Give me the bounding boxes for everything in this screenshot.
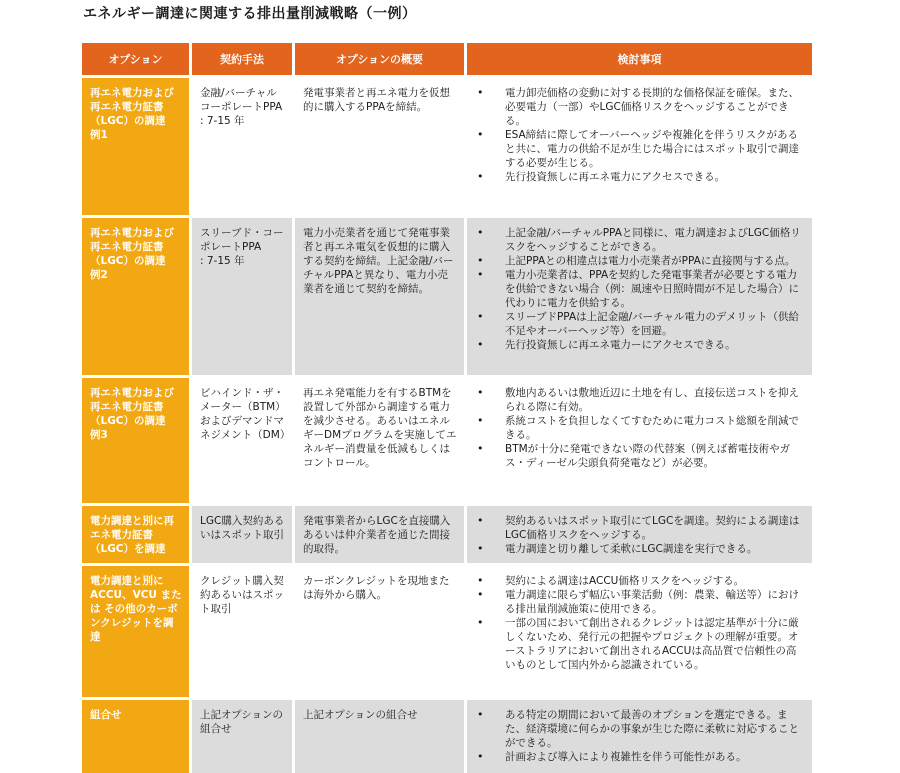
- option-cell: 電力調達と別にACCU、VCU または その他のカーボンクレジットを調達: [82, 563, 189, 697]
- list-item: • 契約あるいはスポット取引にてLGCを調達。契約による調達はLGC価格リスクをヘッジする。: [505, 514, 806, 542]
- considerations-cell: [464, 75, 812, 215]
- list-item: • 電力小売業者は、PPAを契約した発電事業者が必要とする電力を供給できない場合（例：風速や日照時間が不足した場合）に代わりに電力を供給する。: [505, 268, 806, 310]
- summary-cell: 再エネ発電能力を有するBTMを設置して外部から調達する電力を減少させる。あるいはエネルギーDMプログラムを実施してエネルギー消費量を低減もしくはコントロール。: [292, 375, 464, 503]
- considerations-cell: [464, 215, 812, 375]
- list-item: • 一部の国において創出されるクレジットは認定基準が十分に厳しくないため、発行元の把握やプロジェクトの理解が重要。オーストラリアにおいて創出されるACCUは高品質で信頼性の高いものとして国内外から認識されている。: [505, 616, 806, 672]
- considerations-cell: [464, 375, 812, 503]
- summary-cell: カーボンクレジットを現地または海外から購入。: [292, 563, 464, 697]
- table-row: [82, 215, 812, 375]
- list-item: • BTMが十分に発電できない際の代替案（例えば蓄電技術やガス・ディーゼル尖頭負荷発電など）が必要。: [505, 442, 806, 470]
- method-cell: ビハインド・ザ・メーター（BTM）およびデマンドマネジメント（DM）: [189, 375, 292, 503]
- summary-cell: 電力小売業者を通じて発電事業者と再エネ電気を仮想的に購入する契約を締結。上記金融/バーチャルPPAと異なり、電力小売業者を通じて契約を締結。: [292, 215, 464, 375]
- header-option: オプション: [82, 43, 189, 75]
- list-item: • 系統コストを負担しなくてすむために電力コスト総額を削減できる。: [505, 414, 806, 442]
- header-considerations: 検討事項: [464, 43, 812, 75]
- header-summary: オプションの概要: [292, 43, 464, 75]
- method-cell: スリーブド・コーポレートPPA : 7-15 年: [189, 215, 292, 375]
- method-cell: LGC購入契約あるいはスポット取引: [189, 503, 292, 563]
- option-cell: 再エネ電力および再エネ電力証書（LGC）の調達 例3: [82, 375, 189, 503]
- considerations-list: [475, 574, 806, 672]
- option-cell: 再エネ電力および再エネ電力証書（LGC）の調達 例2: [82, 215, 189, 375]
- list-item: • 上記PPAとの相違点は電力小売業者がPPAに直接関与する点。: [505, 254, 806, 268]
- list-item: • 電力卸売価格の変動に対する長期的な価格保証を確保。また、必要電力（一部）やLGC価格リスクをヘッジすることができる。: [505, 86, 806, 128]
- option-cell: 再エネ電力および再エネ電力証書（LGC）の調達 例1: [82, 75, 189, 215]
- table-row: [82, 503, 812, 563]
- table-row: [82, 75, 812, 215]
- table-row: [82, 375, 812, 503]
- summary-cell: 上記オプションの組合せ: [292, 697, 464, 773]
- header-method: 契約手法: [189, 43, 292, 75]
- considerations-list: [475, 386, 806, 470]
- list-item: • 敷地内あるいは敷地近辺に土地を有し、直接伝送コストを抑えられる際に有効。: [505, 386, 806, 414]
- method-cell: 金融/バーチャルコーポレートPPA : 7-15 年: [189, 75, 292, 215]
- considerations-cell: [464, 503, 812, 563]
- list-item: • 電力調達と切り離して柔軟にLGC調達を実行できる。: [505, 542, 806, 556]
- considerations-list: [475, 86, 806, 184]
- list-item: • 電力調達に限らず幅広い事業活動（例：農業、輸送等）における排出量削減施策に使用できる。: [505, 588, 806, 616]
- list-item: • 上記金融/バーチャルPPAと同様に、電力調達およびLGC価格リスクをヘッジすることができる。: [505, 226, 806, 254]
- list-item: • 計画および導入により複雑性を伴う可能性がある。: [505, 750, 806, 764]
- considerations-list: [475, 514, 806, 556]
- option-cell: 組合せ: [82, 697, 189, 773]
- list-item: • ある特定の期間において最善のオプションを選定できる。また、経済環境に何らかの事象が生じた際に柔軟に対応することができる。: [505, 708, 806, 750]
- method-cell: 上記オプションの組合せ: [189, 697, 292, 773]
- header-row: [82, 43, 812, 75]
- method-cell: クレジット購入契約あるいはスポット取引: [189, 563, 292, 697]
- page-title: エネルギー調達に関連する排出量削減戦略（一例）: [83, 6, 417, 22]
- list-item: • 先行投資無しに再エネ電力にアクセスできる。: [505, 170, 806, 184]
- list-item: • 先行投資無しに再エネ電力ーにアクセスできる。: [505, 338, 806, 352]
- list-item: • 契約による調達はACCU価格リスクをヘッジする。: [505, 574, 806, 588]
- strategy-table: [82, 43, 812, 773]
- table-row: [82, 563, 812, 697]
- list-item: • ESA締結に際してオーバーヘッジや複雑化を伴うリスクがあると共に、電力の供給不足が生じた場合にはスポット取引で調達する必要が生じる。: [505, 128, 806, 170]
- considerations-list: [475, 708, 806, 764]
- summary-cell: 発電事業者からLGCを直接購入あるいは仲介業者を通じた間接的取得。: [292, 503, 464, 563]
- summary-cell: 発電事業者と再エネ電力を仮想的に購入するPPAを締結。: [292, 75, 464, 215]
- considerations-cell: [464, 563, 812, 697]
- list-item: • スリーブドPPAは上記金融/バーチャル電力のデメリット（供給不足やオーバーヘッジ等）を回避。: [505, 310, 806, 338]
- option-cell: 電力調達と別に再エネ電力証書（LGC）を調達: [82, 503, 189, 563]
- considerations-list: [475, 226, 806, 352]
